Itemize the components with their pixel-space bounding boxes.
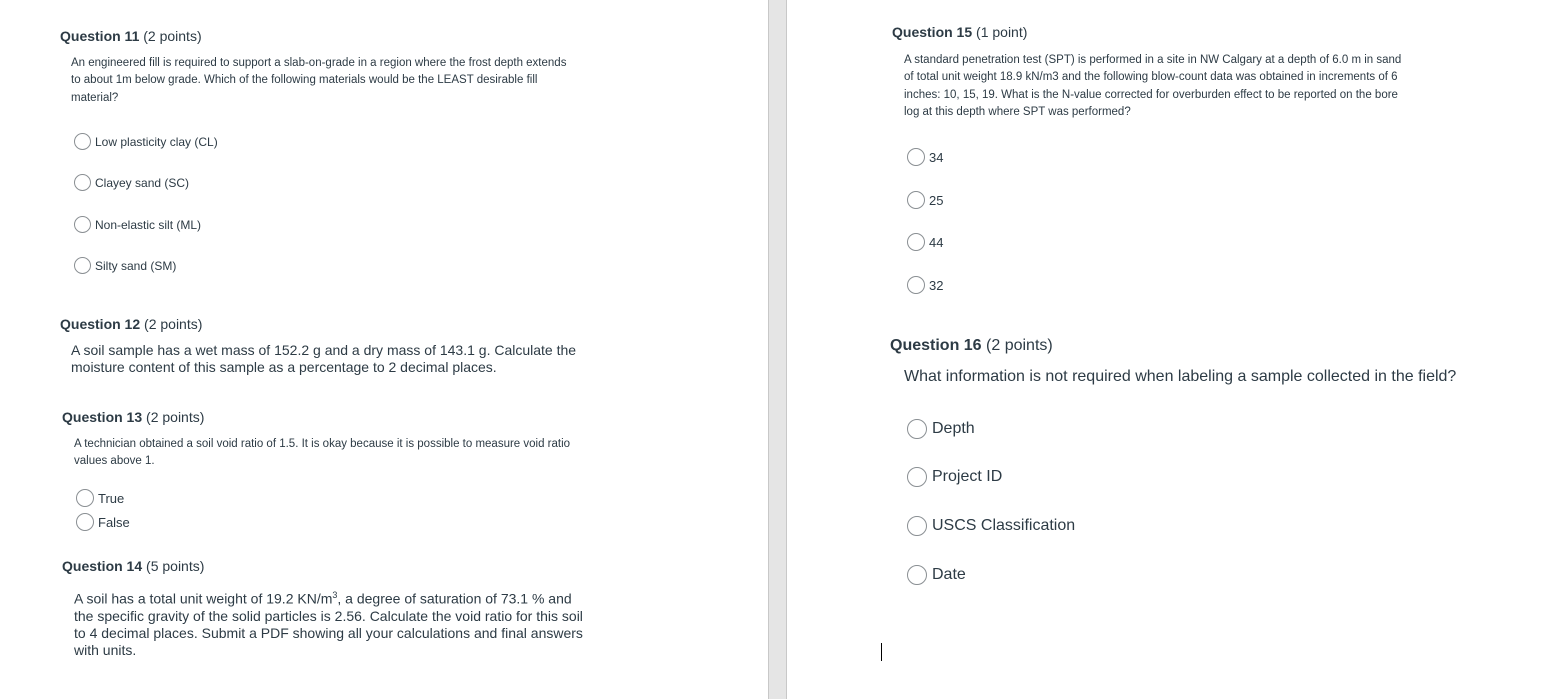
question-12-title: Question 12 (2 points) xyxy=(60,316,203,332)
question-13-text: A technician obtained a soil void ratio of 1.5. It is okay because it is possible to measure void ratio values above 1. xyxy=(74,438,571,468)
radio-option-depth[interactable]: Depth xyxy=(907,419,975,439)
radio-button[interactable] xyxy=(74,133,91,150)
radio-option-ml[interactable]: Non-elastic silt (ML) xyxy=(74,216,201,233)
question-15-title: Question 15 (1 point) xyxy=(892,24,1028,40)
radio-button[interactable] xyxy=(74,216,91,233)
radio-button[interactable] xyxy=(76,513,94,531)
question-16-text: What information is not required when labeling a sample collected in the field? xyxy=(904,368,1457,385)
radio-option-44[interactable]: 44 xyxy=(907,233,943,251)
radio-option-25[interactable]: 25 xyxy=(907,191,943,209)
panel-divider[interactable] xyxy=(768,0,787,699)
radio-button[interactable] xyxy=(907,191,925,209)
radio-option-32[interactable]: 32 xyxy=(907,276,943,294)
question-14-text: A soil has a total unit weight of 19.2 $KN/m^3$, a degree of saturation of 73.1 % and the specific gravity of the solid particles is 2.56. Calculate the void ratio for this soil to 4 decimal places. Submit a PDF showing all your calculations and final answers with units. xyxy=(74,590,583,658)
radio-option-sc[interactable]: Clayey sand (SC) xyxy=(74,174,189,191)
radio-button[interactable] xyxy=(907,148,925,166)
question-14-title: Question 14 (5 points) xyxy=(62,558,205,574)
radio-button[interactable] xyxy=(907,419,927,439)
radio-button[interactable] xyxy=(907,276,925,294)
radio-option-date[interactable]: Date xyxy=(907,565,966,585)
radio-button[interactable] xyxy=(907,565,927,585)
radio-option-project-id[interactable]: Project ID xyxy=(907,467,1002,487)
radio-button[interactable] xyxy=(907,467,927,487)
question-15-text: A standard penetration test (SPT) is performed in a site in NW Calgary at a depth of 6.0 m in sand of total unit weight 18.9 kN/m3 and the following blow-count data was obtained in increments of 6 inches: 10, 15, 19. What is the N-value corrected for overburden effect to be reported on the bore log at this depth where SPT was performed? xyxy=(904,54,1402,118)
question-16-title: Question 16 (2 points) xyxy=(890,337,1053,354)
radio-option-34[interactable]: 34 xyxy=(907,148,943,166)
radio-option-false[interactable]: False xyxy=(76,513,130,531)
radio-button[interactable] xyxy=(74,257,91,274)
question-13-title: Question 13 (2 points) xyxy=(62,409,205,425)
radio-button[interactable] xyxy=(74,174,91,191)
radio-option-cl[interactable]: Low plasticity clay (CL) xyxy=(74,133,218,150)
radio-button[interactable] xyxy=(907,516,927,536)
question-11-title: Question 11 (2 points) xyxy=(60,28,202,44)
radio-option-uscs-classification[interactable]: USCS Classification xyxy=(907,516,1075,536)
question-12-text: A soil sample has a wet mass of 152.2 g and a dry mass of 143.1 g. Calculate the moisture content of this sample as a percentage to 2 decimal places. xyxy=(71,342,577,375)
text-cursor xyxy=(881,643,882,661)
radio-option-true[interactable]: True xyxy=(76,489,124,507)
radio-option-sm[interactable]: Silty sand (SM) xyxy=(74,257,176,274)
question-11-text: An engineered fill is required to support a slab-on-grade in a region where the frost depth extends to about 1m below grade. Which of the following materials would be the LEAST desirable fill material? xyxy=(71,57,567,104)
radio-button[interactable] xyxy=(907,233,925,251)
radio-button[interactable] xyxy=(76,489,94,507)
